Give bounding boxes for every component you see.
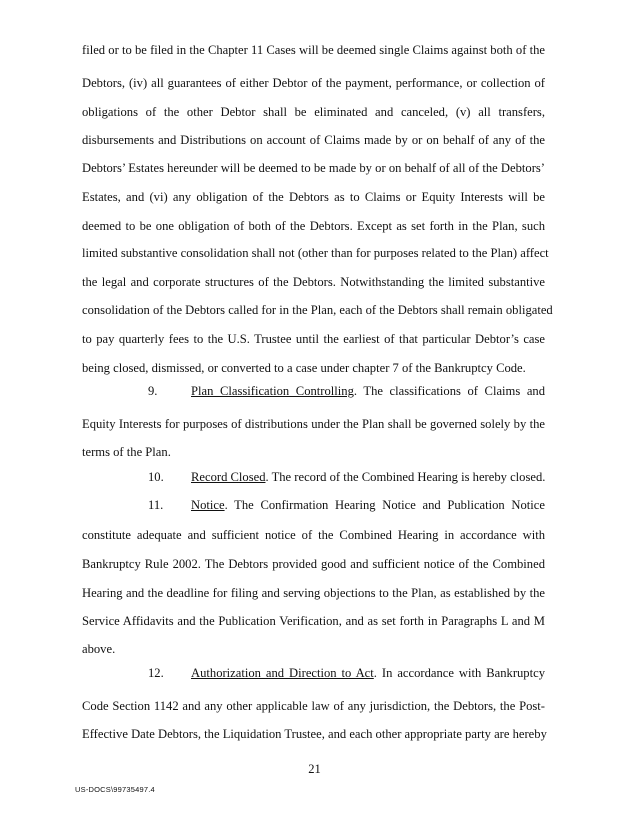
body-line: consolidation of the Debtors called for in the Plan, each of the Debtors shall remain obligated [82,303,553,317]
page-number: 21 [308,762,321,776]
paragraph-lead-line [191,497,545,513]
body-line: Bankruptcy Rule 2002. The Debtors provided good and sufficient notice of the Combined [82,557,545,571]
paragraph-number: 12. [148,666,164,680]
body-line: above. [82,642,116,656]
body-line: the legal and corporate structures of the Debtors. Notwithstanding the limited substantive [82,275,545,289]
body-line: to pay quarterly fees to the U.S. Trustee until the earliest of that particular Debtor’s case [82,332,545,346]
paragraph-lead-text: . The record of the Combined Hearing is hereby closed. [265,470,546,484]
paragraph-number: 11. [148,498,164,512]
paragraph-number: 9. [148,384,158,398]
body-line: Service Affidavits and the Publication Verification, and as set forth in Paragraphs L and M [82,614,545,628]
body-line: terms of the Plan. [82,445,171,459]
paragraph-heading: Authorization and Direction to Act [191,666,374,680]
paragraph-heading: Notice [191,498,225,512]
paragraph-number: 10. [148,470,164,484]
paragraph-lead-text: . The classifications of Claims and [353,384,546,398]
body-line: disbursements and Distributions on account of Claims made by or on behalf of any of the [82,133,545,147]
body-line: Equity Interests for purposes of distributions under the Plan shall be governed solely by the [82,417,545,431]
body-line: being closed, dismissed, or converted to a case under chapter 7 of the Bankruptcy Code. [82,361,526,375]
body-line: deemed to be one obligation of both of the Debtors. Except as set forth in the Plan, such [82,219,545,233]
body-line: Effective Date Debtors, the Liquidation Trustee, and each other appropriate party are hereby [82,727,547,741]
paragraph-heading: Plan Classification Controlling [191,384,354,398]
body-line: constitute adequate and sufficient notice of the Combined Hearing in accordance with [82,528,545,542]
body-line: limited substantive consolidation shall not (other than for purposes related to the Plan) affect [82,246,549,260]
document-id-footer: US-DOCS\99735497.4 [75,785,155,794]
body-line: filed or to be filed in the Chapter 11 Cases will be deemed single Claims against both of the [82,43,545,57]
paragraph-lead-line [191,469,545,485]
paragraph-lead-line [191,383,545,399]
body-line: obligations of the other Debtor shall be eliminated and canceled, (v) all transfers, [82,105,545,119]
body-line: Debtors, (iv) all guarantees of either Debtor of the payment, performance, or collection of [82,76,545,90]
body-line: Code Section 1142 and any other applicable law of any jurisdiction, the Debtors, the Post- [82,699,545,713]
body-line: Hearing and the deadline for filing and serving objections to the Plan, as established by the [82,586,545,600]
body-line: Estates, and (vi) any obligation of the Debtors as to Claims or Equity Interests will be [82,190,545,204]
paragraph-lead-text: . The Confirmation Hearing Notice and Publication Notice [224,498,545,512]
body-line: Debtors’ Estates hereunder will be deemed to be made by or on behalf of all of the Debtors’ [82,161,545,175]
paragraph-lead-line [191,665,545,681]
paragraph-heading: Record Closed [191,470,266,484]
paragraph-lead-text: . In accordance with Bankruptcy [373,666,545,680]
